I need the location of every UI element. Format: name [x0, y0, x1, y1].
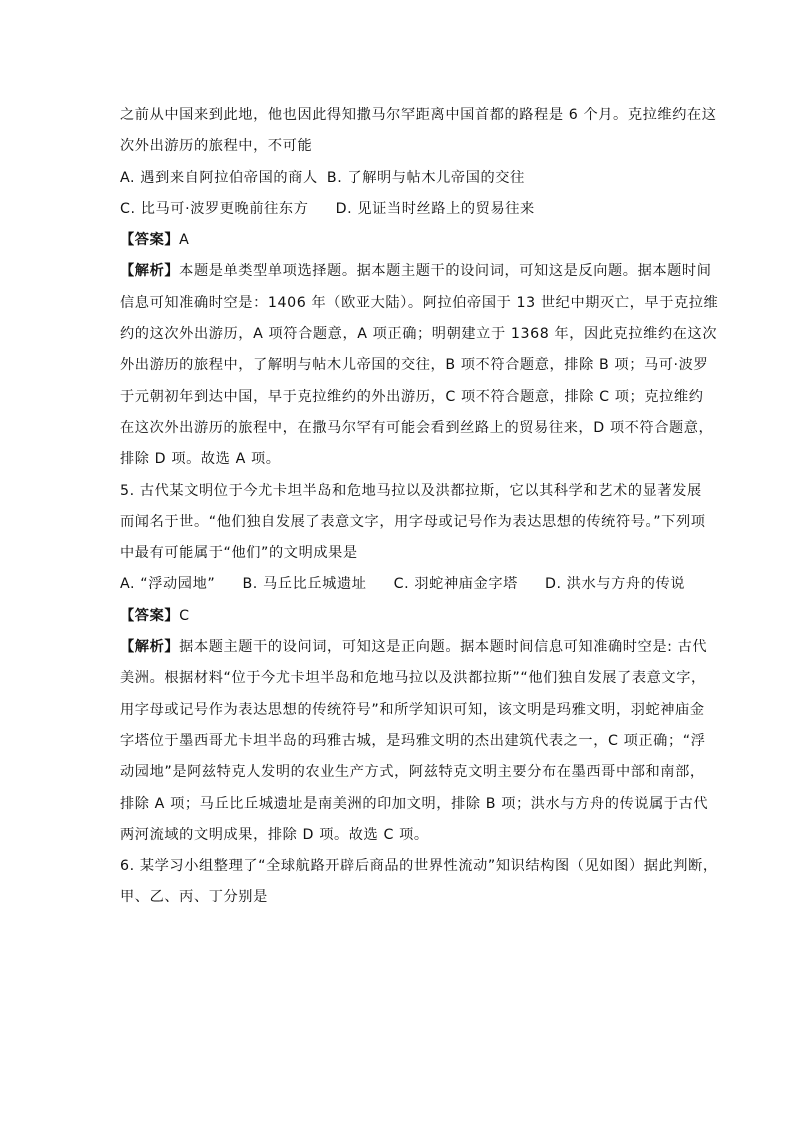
answer-line	[120, 601, 680, 632]
question-5	[120, 476, 709, 852]
analysis-line: 两河流域的文明成果，排除 D 项。故选 C 项。	[120, 826, 429, 843]
options-row	[120, 569, 686, 600]
analysis-line	[120, 632, 708, 663]
analysis-line	[120, 256, 712, 287]
answer-label: 【答案】	[120, 232, 180, 249]
question-stem-line: 之前从中国来到此地，他也因此得知撒马尔罕距离中国首都的路程是 6 个月。克拉维约在这	[120, 107, 717, 123]
question-6	[120, 851, 718, 914]
analysis-label: 【解析】	[120, 263, 180, 280]
answer-value: C	[179, 607, 190, 624]
question-4	[120, 100, 719, 476]
analysis-line: 外出游历的旅程中，了解明与帖木儿帝国的交往，B 项不符合题意，排除 B 项；马可·波罗	[120, 357, 709, 374]
analysis-line: 排除 D 项。故选 A 项。	[120, 451, 281, 468]
document-page	[120, 100, 719, 914]
analysis-line: 动园地”是阿兹特克人发明的农业生产方式，阿兹特克文明主要分布在墨西哥中部和南部，	[120, 764, 705, 781]
analysis-line: 美洲。根据材料“位于今尤卡坦半岛和危地马拉以及洪都拉斯”“他们独自发展了表意文字，	[120, 670, 706, 687]
option-a: A. “浮动园地”	[120, 576, 216, 593]
analysis-line: 约的这次外出游历，A 项符合题意，A 项正确；明朝建立于 1368 年，因此克拉维约在这次	[120, 326, 718, 343]
analysis-label: 【解析】	[120, 639, 180, 656]
option-a: A. 遇到来自阿拉伯帝国的商人	[120, 169, 318, 186]
option-d: D. 洪水与方舟的传说	[545, 576, 686, 593]
analysis-text: 据本题主题干的设问词，可知这是正向题。据本题时间信息可知准确时空是: 古代	[179, 639, 708, 656]
option-d: D. 见证当时丝路上的贸易往来	[335, 200, 535, 217]
answer-line	[120, 225, 680, 256]
analysis-line: 于元朝初年到达中国，早于克拉维约的外出游历，C 项不符合题意，排除 C 项；克拉维约	[120, 388, 704, 405]
answer-value: A	[179, 232, 190, 249]
question-stem-line: 5. 古代某文明位于今尤卡坦半岛和危地马拉以及洪都拉斯，它以其科学和艺术的显著发展	[120, 482, 702, 499]
analysis-text: 本题是单类型单项选择题。据本题主题干的设问词，可知这是反向题。据本题时间	[179, 263, 712, 280]
analysis-line: 排除 A 项；马丘比丘城遗址是南美洲的印加文明，排除 B 项；洪水与方舟的传说属于古代	[120, 795, 709, 812]
options-row	[120, 163, 680, 194]
option-b: B. 了解明与帖木儿帝国的交往	[326, 169, 525, 186]
option-c: C. 比马可·波罗更晚前往东方	[120, 200, 309, 217]
question-stem-line: 而闻名于世。“他们独自发展了表意文字，用字母或记号作为表达思想的传统符号。”下列项	[120, 513, 706, 530]
question-stem-line: 中最有可能属于“他们”的文明成果是	[120, 545, 358, 562]
answer-label: 【答案】	[120, 607, 180, 624]
options-row	[120, 194, 680, 225]
option-c: C. 羽蛇神庙金字塔	[393, 576, 518, 593]
question-stem-line: 次外出游历的旅程中，不可能	[120, 138, 313, 155]
analysis-line: 用字母或记号作为表达思想的传统符号”和所学知识可知，该文明是玛雅文明，羽蛇神庙金	[120, 701, 705, 718]
analysis-line: 字塔位于墨西哥尤卡坦半岛的玛雅古城，是玛雅文明的杰出建筑代表之一，C 项正确；“浮	[120, 732, 706, 749]
analysis-line: 信息可知准确时空是：1406 年（欧亚大陆）。阿拉伯帝国于 13 世纪中期灭亡，早于克拉维	[120, 294, 719, 311]
question-stem-line: 6. 某学习小组整理了“全球航路开辟后商品的世界性流动”知识结构图（见如图）据此判断，	[120, 858, 718, 875]
analysis-line: 在这次外出游历的旅程中，在撒马尔罕有可能会看到丝路上的贸易往来，D 项不符合题意，	[120, 419, 714, 436]
option-b: B. 马丘比丘城遗址	[242, 576, 367, 593]
question-stem-line: 甲、乙、丙、丁分别是	[120, 889, 268, 906]
